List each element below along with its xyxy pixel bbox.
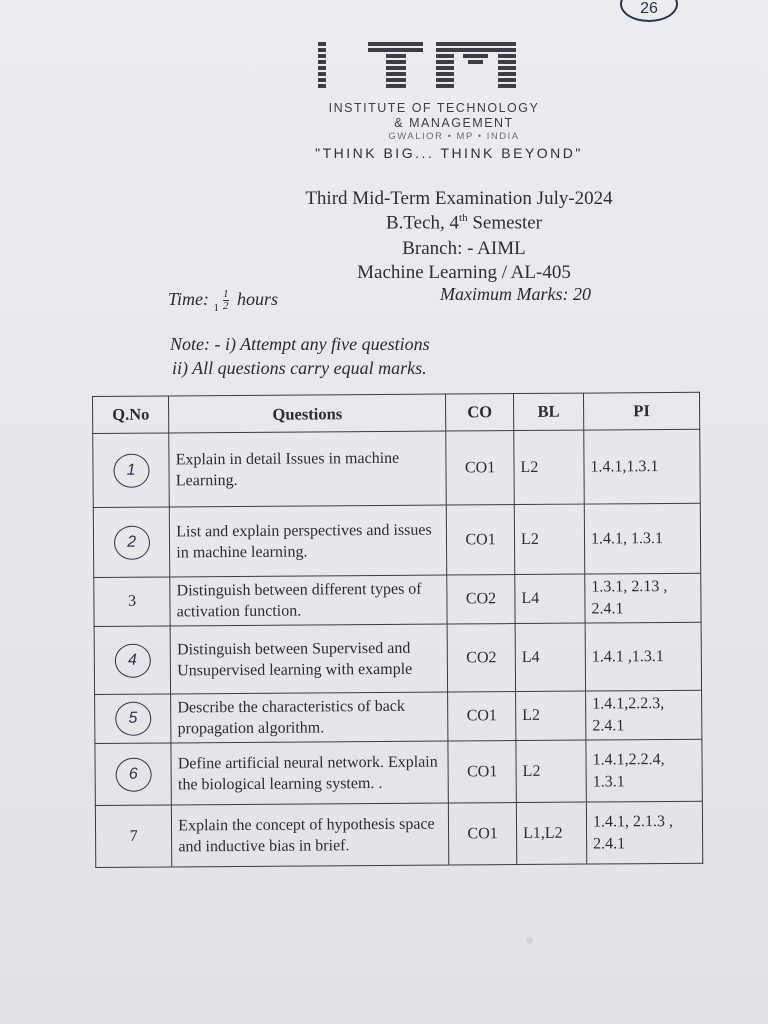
table-row: [95, 690, 702, 743]
header-pi: PI: [583, 392, 699, 430]
blooms-level: L2: [516, 691, 586, 740]
question-number: [95, 805, 172, 868]
performance-indicator: 1.4.1,1.3.1: [584, 429, 701, 504]
questions-table: [92, 392, 703, 868]
question-number: [94, 626, 171, 695]
question-text: Distinguish between Supervised and Unsupervised learning with example: [170, 624, 447, 694]
circled-question-number: 5: [115, 702, 151, 736]
question-text: Define artificial neural network. Explain the biological learning system. .: [171, 741, 448, 805]
maximum-marks: Maximum Marks: 20: [440, 284, 591, 304]
exam-subject: Machine Learning / AL-405: [357, 262, 571, 283]
blooms-level: L2: [516, 740, 586, 802]
institute-tagline: "THINK BIG... THINK BEYOND": [315, 145, 583, 161]
course-outcome: CO1: [446, 431, 514, 505]
table-row: [94, 622, 701, 694]
question-text: Explain the concept of hypothesis space and inductive bias in brief.: [172, 803, 449, 867]
exam-course: B.Tech, 4th Semester: [385, 212, 543, 234]
header-co: CO: [446, 394, 514, 431]
course-outcome: CO1: [448, 741, 516, 803]
question-text: Describe the characteristics of back propagation algorithm.: [171, 692, 448, 743]
question-number: [94, 577, 171, 627]
course-outcome: CO1: [448, 803, 516, 865]
course-outcome: CO1: [446, 505, 514, 575]
performance-indicator: 1.4.1, 2.1.3 , 2.4.1: [586, 801, 702, 864]
table-row: [93, 429, 701, 507]
itm-logo-icon: [318, 38, 533, 98]
table-header-row: [93, 392, 700, 433]
circled-question-number: 2: [114, 525, 150, 559]
performance-indicator: 1.4.1 ,1.3.1: [585, 622, 701, 691]
bleed-through-marks: •: [525, 925, 537, 955]
question-number: [95, 743, 172, 806]
question-number-text: 7: [129, 827, 138, 845]
performance-indicator: 1.4.1, 1.3.1: [584, 503, 700, 574]
circled-question-number: 4: [114, 643, 150, 677]
question-number: [93, 433, 170, 508]
blooms-level: L2: [514, 504, 584, 574]
question-text: Distinguish between different types of activation function.: [170, 575, 447, 626]
performance-indicator: 1.4.1,2.2.4, 1.3.1: [586, 739, 702, 802]
header-bl: BL: [514, 393, 584, 430]
header-qno: Q.No: [93, 396, 170, 434]
course-outcome: CO2: [447, 575, 515, 624]
table-row: [93, 503, 700, 577]
question-number: [95, 694, 172, 744]
exam-title: Third Mid-Term Examination July-2024: [305, 188, 613, 209]
table-row: [95, 801, 702, 867]
exam-time: Time: $_1$ $\frac{1}{2}$ hours: [168, 288, 279, 314]
note-line1: Note: - i) Attempt any five questions: [170, 334, 430, 354]
header-questions: Questions: [169, 394, 446, 433]
institute-location: GWALIOR • MP • INDIA: [388, 131, 520, 142]
note-line2: ii) All questions carry equal marks.: [172, 358, 427, 378]
blooms-level: L4: [515, 623, 585, 691]
blooms-level: L1,L2: [516, 802, 586, 864]
institute-name-line2: & MANAGEMENT: [394, 116, 514, 130]
question-text: Explain in detail Issues in machine Learning.: [169, 431, 446, 507]
question-number-text: 3: [127, 592, 137, 610]
course-outcome: CO2: [447, 624, 515, 692]
table-row: [94, 573, 701, 626]
handwritten-page-number: 26: [620, 0, 678, 22]
circled-question-number: 1: [113, 453, 149, 487]
circled-question-number: 6: [115, 757, 151, 791]
performance-indicator: 1.3.1, 2.13 , 2.4.1: [585, 573, 701, 623]
course-outcome: CO1: [448, 692, 516, 741]
institute-name-line1: INSTITUTE OF TECHNOLOGY: [328, 101, 540, 115]
question-number: [93, 507, 170, 578]
blooms-level: L2: [514, 430, 584, 504]
performance-indicator: 1.4.1,2.2.3, 2.4.1: [586, 690, 702, 740]
blooms-level: L4: [515, 574, 585, 623]
exam-branch: Branch: - AIML: [402, 238, 526, 259]
question-text: List and explain perspectives and issues in machine learning.: [170, 505, 447, 577]
table-row: [95, 739, 702, 805]
